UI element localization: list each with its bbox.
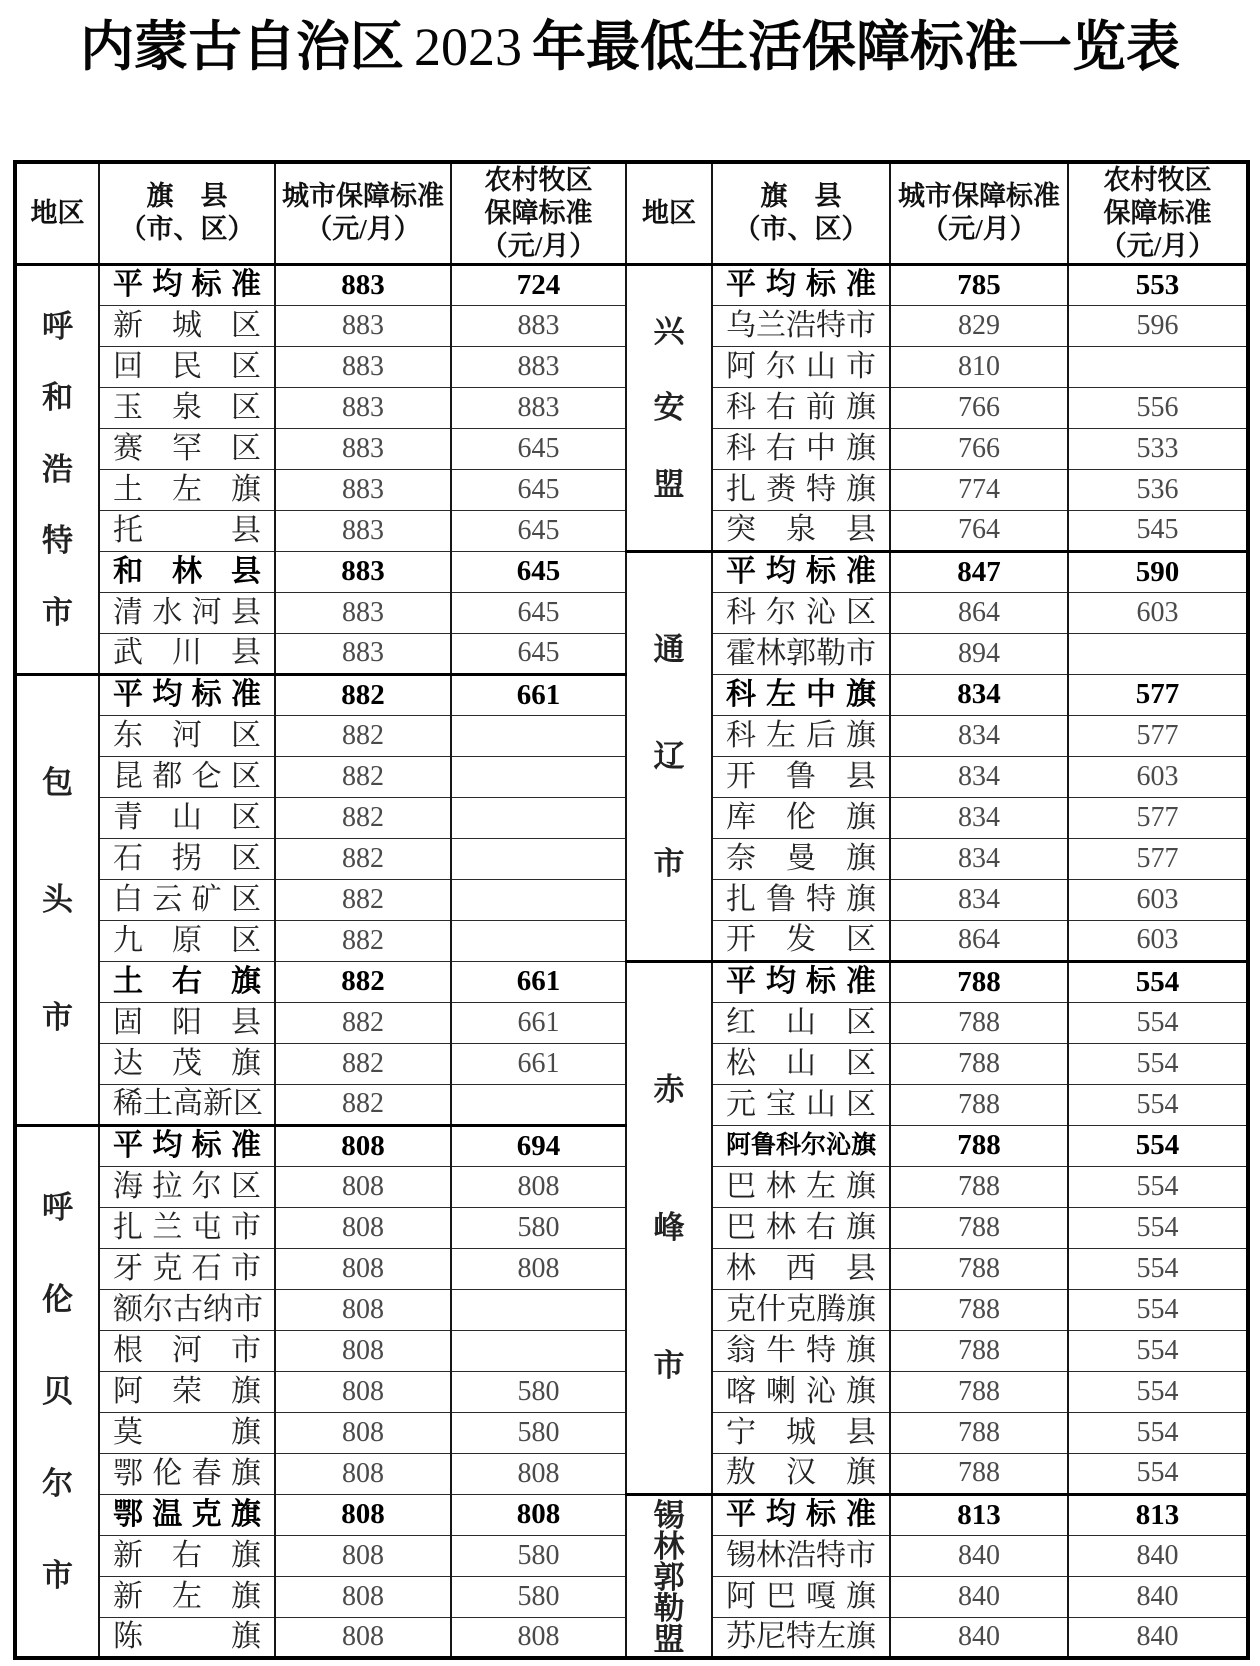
county-name: 新 城 区 [99,305,275,346]
urban-value: 834 [890,838,1068,879]
rural-value [451,879,626,920]
table-row [15,1494,1248,1535]
region-label-right-3: 锡 林 郭 勒 盟 [626,1494,712,1658]
urban-value: 834 [890,879,1068,920]
rural-value: 533 [1068,428,1248,469]
county-name: 玉 泉 区 [99,387,275,428]
header-row [15,162,1248,264]
urban-value: 808 [275,1330,451,1371]
urban-value: 864 [890,592,1068,633]
urban-value: 882 [275,920,451,961]
urban-value: 788 [890,961,1068,1002]
county-name: 开 鲁 县 [712,756,890,797]
urban-value: 813 [890,1494,1068,1535]
rural-value: 554 [1068,1453,1248,1494]
county-name: 新 右 旗 [99,1535,275,1576]
county-name: 白 云 矿 区 [99,879,275,920]
rural-value: 580 [451,1371,626,1412]
county-name: 鄂 伦 春 旗 [99,1453,275,1494]
county-name: 武 川 县 [99,633,275,674]
urban-value: 883 [275,387,451,428]
title-suffix: 年最低生活保障标准一览表 [532,17,1180,77]
rural-value: 645 [451,469,626,510]
county-name: 托 县 [99,510,275,551]
rural-value: 603 [1068,920,1248,961]
urban-value: 883 [275,346,451,387]
county-name: 霍 林 郭 勒 市 [712,633,890,674]
urban-value: 864 [890,920,1068,961]
county-name: 平 均 标 准 [99,674,275,715]
rural-value: 554 [1068,1125,1248,1166]
rural-value: 808 [451,1494,626,1535]
urban-value: 882 [275,1002,451,1043]
county-name: 平 均 标 准 [712,1494,890,1535]
rural-value: 645 [451,510,626,551]
table-row [15,551,1248,592]
region-label-right-2: 赤 峰 市 [626,961,712,1494]
county-name: 苏 尼 特 左 旗 [712,1617,890,1658]
urban-value: 788 [890,1084,1068,1125]
urban-value: 883 [275,264,451,305]
rural-value: 661 [451,1043,626,1084]
region-label-right-1: 通 辽 市 [626,551,712,961]
rural-value: 840 [1068,1576,1248,1617]
county-name: 陈 旗 [99,1617,275,1658]
urban-value: 840 [890,1576,1068,1617]
table-row [15,264,1248,305]
rural-value: 661 [451,1002,626,1043]
county-name: 克 什 克 腾 旗 [712,1289,890,1330]
rural-value: 661 [451,674,626,715]
urban-value: 883 [275,305,451,346]
urban-value: 882 [275,674,451,715]
rural-value: 883 [451,346,626,387]
header-region-left: 地区 [15,162,99,264]
rural-value: 554 [1068,961,1248,1002]
rural-value: 554 [1068,1166,1248,1207]
county-name: 平 均 标 准 [712,264,890,305]
urban-value: 788 [890,1412,1068,1453]
county-name: 扎 赉 特 旗 [712,469,890,510]
rural-value: 577 [1068,797,1248,838]
rural-value: 694 [451,1125,626,1166]
urban-value: 883 [275,551,451,592]
county-name: 海 拉 尔 区 [99,1166,275,1207]
rural-value: 536 [1068,469,1248,510]
county-name: 昆 都 仑 区 [99,756,275,797]
county-name: 平 均 标 准 [99,1125,275,1166]
rural-value: 840 [1068,1535,1248,1576]
rural-value: 645 [451,592,626,633]
rural-value: 554 [1068,1412,1248,1453]
county-name: 科 右 中 旗 [712,428,890,469]
rural-value: 808 [451,1248,626,1289]
rural-value: 554 [1068,1002,1248,1043]
county-name: 稀 土 高 新 区 [99,1084,275,1125]
rural-value: 580 [451,1535,626,1576]
county-name: 红 山 区 [712,1002,890,1043]
county-name: 牙 克 石 市 [99,1248,275,1289]
urban-value: 808 [275,1494,451,1535]
rural-value: 808 [451,1617,626,1658]
urban-value: 834 [890,715,1068,756]
county-name: 库 伦 旗 [712,797,890,838]
county-name: 平 均 标 准 [99,264,275,305]
urban-value: 834 [890,674,1068,715]
header-county-right: 旗 县 （市、区） [712,162,890,264]
rural-value: 813 [1068,1494,1248,1535]
rural-value: 808 [451,1166,626,1207]
rural-value [451,920,626,961]
county-name: 平 均 标 准 [712,551,890,592]
rural-value: 556 [1068,387,1248,428]
urban-value: 882 [275,756,451,797]
rural-value: 554 [1068,1371,1248,1412]
rural-value: 580 [451,1576,626,1617]
rural-value: 645 [451,551,626,592]
rural-value: 661 [451,961,626,1002]
urban-value: 788 [890,1248,1068,1289]
county-name: 石 拐 区 [99,838,275,879]
urban-value: 882 [275,961,451,1002]
rural-value: 554 [1068,1043,1248,1084]
urban-value: 808 [275,1371,451,1412]
rural-value: 883 [451,305,626,346]
urban-value: 788 [890,1371,1068,1412]
urban-value: 774 [890,469,1068,510]
county-name: 赛 罕 区 [99,428,275,469]
county-name: 喀 喇 沁 旗 [712,1371,890,1412]
table-header [15,162,1248,264]
urban-value: 808 [275,1453,451,1494]
rural-value [451,756,626,797]
county-name: 阿 荣 旗 [99,1371,275,1412]
urban-value: 788 [890,1043,1068,1084]
urban-value: 788 [890,1125,1068,1166]
title-prefix: 内蒙古自治区 [80,17,404,77]
county-name: 土 左 旗 [99,469,275,510]
urban-value: 882 [275,715,451,756]
urban-value: 808 [275,1125,451,1166]
urban-value: 883 [275,469,451,510]
region-label-right-0: 兴 安 盟 [626,264,712,551]
rural-value [451,838,626,879]
urban-value: 808 [275,1289,451,1330]
urban-value: 808 [275,1166,451,1207]
county-name: 奈 曼 旗 [712,838,890,879]
rural-value: 580 [451,1207,626,1248]
urban-value: 883 [275,510,451,551]
rural-value [451,1330,626,1371]
region-label-left-1: 包 头 市 [15,674,99,1125]
county-name: 阿 巴 嘎 旗 [712,1576,890,1617]
rural-value: 603 [1068,879,1248,920]
urban-value: 829 [890,305,1068,346]
county-name: 乌 兰 浩 特 市 [712,305,890,346]
urban-value: 840 [890,1617,1068,1658]
rural-value [451,1084,626,1125]
rural-value: 577 [1068,715,1248,756]
rural-value: 840 [1068,1617,1248,1658]
rural-value: 577 [1068,838,1248,879]
county-name: 根 河 市 [99,1330,275,1371]
header-rural-right: 农村牧区 保障标准 （元/月） [1068,162,1248,264]
county-name: 东 河 区 [99,715,275,756]
county-name: 敖 汉 旗 [712,1453,890,1494]
rural-value [1068,633,1248,674]
rural-value: 554 [1068,1207,1248,1248]
rural-value [451,797,626,838]
county-name: 青 山 区 [99,797,275,838]
county-name: 扎 鲁 特 旗 [712,879,890,920]
county-name: 九 原 区 [99,920,275,961]
table-row [15,961,1248,1002]
county-name: 平 均 标 准 [712,961,890,1002]
urban-value: 788 [890,1289,1068,1330]
urban-value: 883 [275,592,451,633]
urban-value: 766 [890,428,1068,469]
rural-value: 554 [1068,1330,1248,1371]
rural-value: 596 [1068,305,1248,346]
header-urban-right: 城市保障标准 （元/月） [890,162,1068,264]
table-body [15,264,1248,1658]
urban-value: 788 [890,1453,1068,1494]
urban-value: 882 [275,1084,451,1125]
header-rural-left: 农村牧区 保障标准 （元/月） [451,162,626,264]
rural-value: 645 [451,633,626,674]
county-name: 巴 林 右 旗 [712,1207,890,1248]
urban-value: 788 [890,1002,1068,1043]
urban-value: 834 [890,797,1068,838]
urban-value: 766 [890,387,1068,428]
urban-value: 808 [275,1535,451,1576]
rural-value: 603 [1068,592,1248,633]
region-label-left-2: 呼 伦 贝 尔 市 [15,1125,99,1658]
urban-value: 808 [275,1576,451,1617]
urban-value: 810 [890,346,1068,387]
urban-value: 764 [890,510,1068,551]
county-name: 锡 林 浩 特 市 [712,1535,890,1576]
rural-value: 554 [1068,1289,1248,1330]
county-name: 宁 城 县 [712,1412,890,1453]
urban-value: 847 [890,551,1068,592]
county-name: 阿 鲁 科 尔 沁 旗 [712,1125,890,1166]
county-name: 鄂 温 克 旗 [99,1494,275,1535]
rural-value [451,715,626,756]
urban-value: 788 [890,1166,1068,1207]
county-name: 回 民 区 [99,346,275,387]
rural-value: 577 [1068,674,1248,715]
urban-value: 808 [275,1617,451,1658]
rural-value: 580 [451,1412,626,1453]
rural-value: 554 [1068,1248,1248,1289]
county-name: 莫 旗 [99,1412,275,1453]
rural-value: 603 [1068,756,1248,797]
urban-value: 882 [275,879,451,920]
rural-value: 554 [1068,1084,1248,1125]
rural-value: 553 [1068,264,1248,305]
county-name: 达 茂 旗 [99,1043,275,1084]
header-region-right: 地区 [626,162,712,264]
rural-value: 724 [451,264,626,305]
county-name: 突 泉 县 [712,510,890,551]
county-name: 额 尔 古 纳 市 [99,1289,275,1330]
urban-value: 808 [275,1248,451,1289]
county-name: 科 右 前 旗 [712,387,890,428]
county-name: 翁 牛 特 旗 [712,1330,890,1371]
county-name: 阿 尔 山 市 [712,346,890,387]
title-year: 2023 [414,17,522,77]
rural-value [1068,346,1248,387]
region-label-left-0: 呼 和 浩 特 市 [15,264,99,674]
county-name: 和 林 县 [99,551,275,592]
county-name: 科 左 中 旗 [712,674,890,715]
urban-value: 883 [275,633,451,674]
rural-value: 645 [451,428,626,469]
urban-value: 808 [275,1412,451,1453]
county-name: 扎 兰 屯 市 [99,1207,275,1248]
urban-value: 834 [890,756,1068,797]
urban-value: 883 [275,428,451,469]
urban-value: 785 [890,264,1068,305]
rural-value [451,1289,626,1330]
urban-value: 808 [275,1207,451,1248]
urban-value: 882 [275,838,451,879]
county-name: 清 水 河 县 [99,592,275,633]
county-name: 开 发 区 [712,920,890,961]
standards-table [13,160,1250,1660]
county-name: 巴 林 左 旗 [712,1166,890,1207]
urban-value: 788 [890,1330,1068,1371]
rural-value: 545 [1068,510,1248,551]
county-name: 元 宝 山 区 [712,1084,890,1125]
urban-value: 840 [890,1535,1068,1576]
county-name: 新 左 旗 [99,1576,275,1617]
county-name: 科 左 后 旗 [712,715,890,756]
rural-value: 808 [451,1453,626,1494]
county-name: 固 阳 县 [99,1002,275,1043]
page-title [0,4,1260,81]
county-name: 松 山 区 [712,1043,890,1084]
county-name: 科 尔 沁 区 [712,592,890,633]
rural-value: 883 [451,387,626,428]
header-county-left: 旗 县 （市、区） [99,162,275,264]
rural-value: 590 [1068,551,1248,592]
urban-value: 894 [890,633,1068,674]
urban-value: 788 [890,1207,1068,1248]
header-urban-left: 城市保障标准 （元/月） [275,162,451,264]
county-name: 土 右 旗 [99,961,275,1002]
county-name: 林 西 县 [712,1248,890,1289]
urban-value: 882 [275,797,451,838]
urban-value: 882 [275,1043,451,1084]
